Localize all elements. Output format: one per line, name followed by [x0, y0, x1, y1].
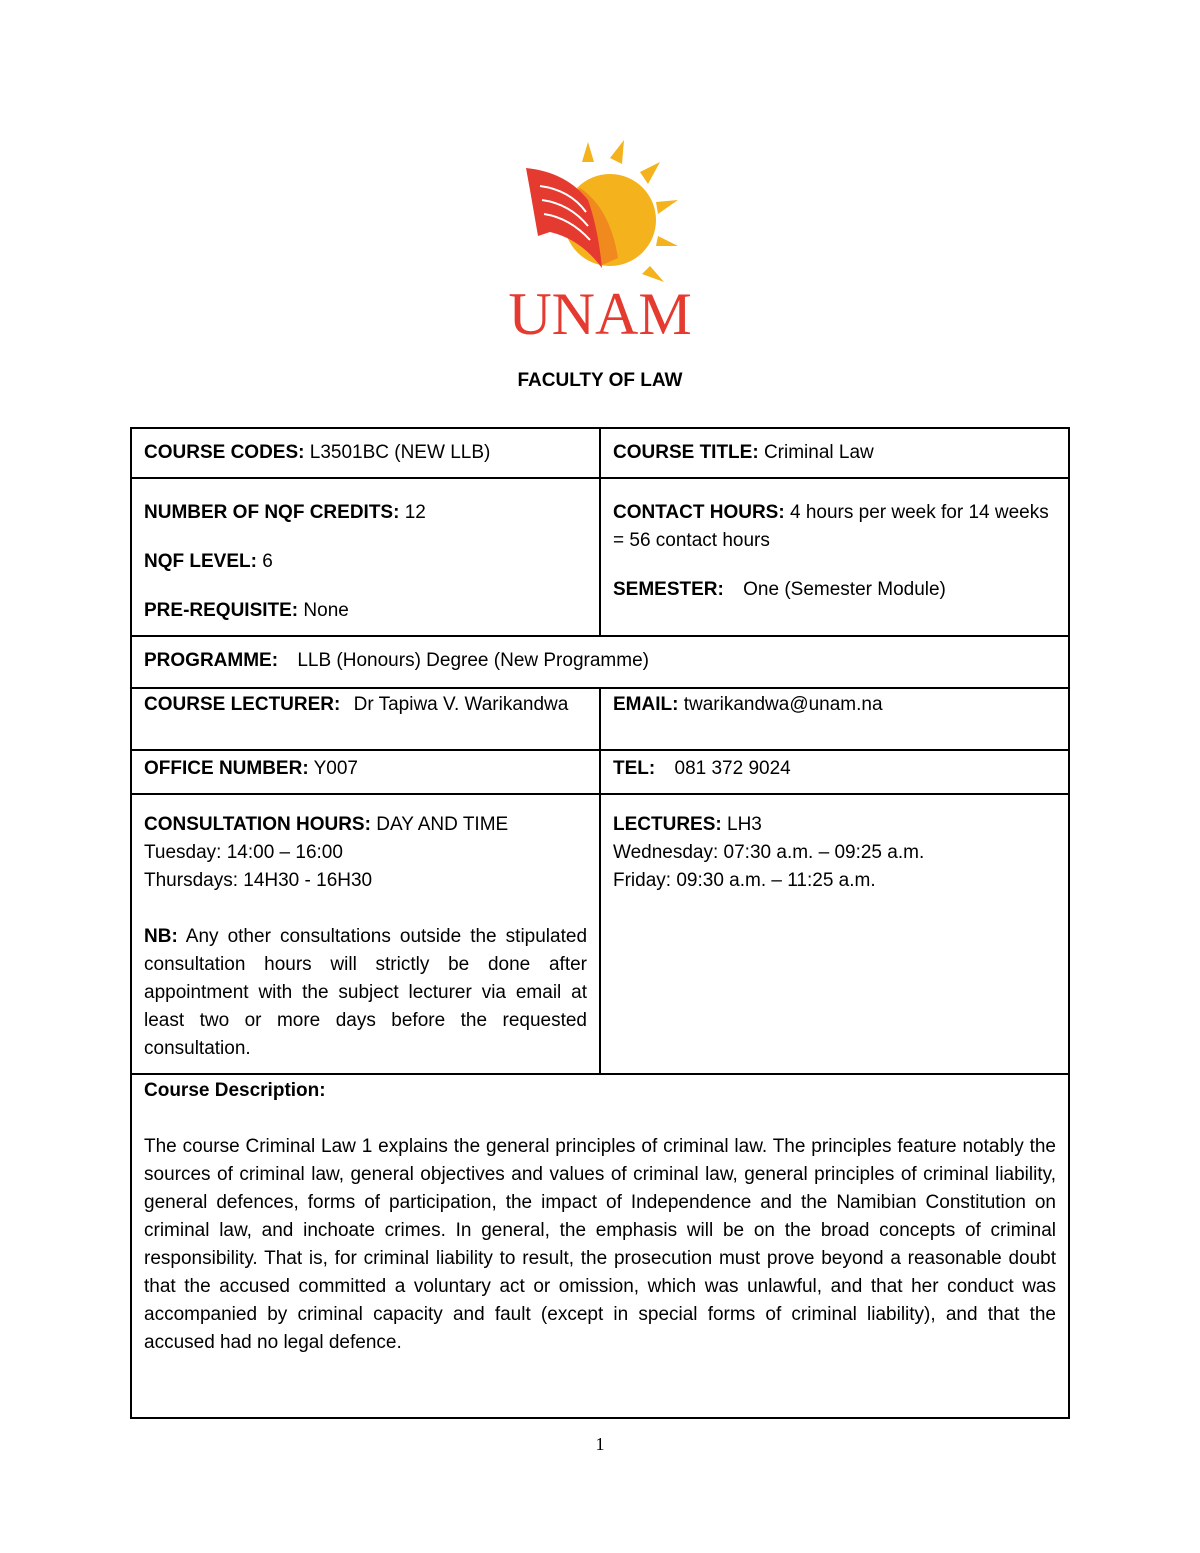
- course-description-label: Course Description:: [144, 1080, 326, 1101]
- course-codes-label: COURSE CODES:: [144, 442, 305, 463]
- faculty-heading: FACULTY OF LAW: [517, 370, 683, 391]
- table-row: [131, 428, 1069, 478]
- credits-label: NUMBER OF NQF CREDITS:: [144, 502, 400, 523]
- nqf-level-value: 6: [262, 551, 273, 572]
- email-label: EMAIL:: [613, 694, 679, 715]
- tel-value: 081 372 9024: [674, 758, 791, 779]
- consultation-note: [144, 923, 587, 1063]
- consultation-tuesday: Tuesday: 14:00 – 16:00: [144, 842, 343, 863]
- course-title-value: Criminal Law: [763, 442, 874, 463]
- nqf-level-label: NQF LEVEL:: [144, 551, 257, 572]
- credits-value: 12: [404, 502, 426, 523]
- lectures-cell: [600, 794, 1069, 1074]
- course-title-label: COURSE TITLE:: [613, 442, 759, 463]
- course-codes-value: L3501BC (NEW LLB): [309, 442, 491, 463]
- contact-hours-label: CONTACT HOURS:: [613, 502, 785, 523]
- office-label: OFFICE NUMBER:: [144, 758, 309, 779]
- table-row: [131, 478, 1069, 636]
- email-value: twarikandwa@unam.na: [683, 694, 883, 715]
- programme-cell: [131, 636, 1069, 688]
- course-description-cell: [131, 1074, 1069, 1418]
- prerequisite-value: None: [303, 600, 349, 621]
- credits-cell: [131, 478, 600, 636]
- page-number: 1: [595, 1434, 605, 1454]
- tel-cell: [600, 750, 1069, 794]
- contact-hours-value: 4 hours per week for 14 weeks = 56 contact hours: [613, 502, 1049, 551]
- lectures-label: LECTURES:: [613, 814, 722, 835]
- lecturer-value: Dr Tapiwa V. Warikandwa: [353, 694, 569, 715]
- office-value: Y007: [313, 758, 358, 779]
- table-row: [131, 688, 1069, 750]
- lectures-value: LH3: [727, 814, 762, 835]
- course-codes-cell: [131, 428, 600, 478]
- prerequisite-label: PRE-REQUISITE:: [144, 600, 299, 621]
- tel-label: TEL:: [613, 758, 656, 779]
- contact-hours-cell: [600, 478, 1069, 636]
- table-row: [131, 636, 1069, 688]
- lectures-wednesday: Wednesday: 07:30 a.m. – 09:25 a.m.: [613, 842, 925, 863]
- consultation-thursday: Thursdays: 14H30 - 16H30: [144, 870, 373, 891]
- semester-label: SEMESTER:: [613, 579, 724, 600]
- course-description-text: The course Criminal Law 1 explains the general principles of criminal law. The principles feature notably the sources of criminal law, general objectives and values of criminal law, general principles of criminal liability, general defences, forms of participation, the impact of Independence and the Namibian Constitution on criminal law, and inchoate crimes. In general, the emphasis will be on the broad concepts of criminal responsibility. That is, for criminal liability to result, the prosecution must prove beyond a reasonable doubt that the accused committed a voluntary act or omission, which was unlawful, and that her conduct was accompanied by criminal capacity and fault (except in special forms of criminal liability), and that the accused had no legal defence.: [144, 1136, 1056, 1353]
- lectures-friday: Friday: 09:30 a.m. – 11:25 a.m.: [613, 870, 876, 891]
- course-title-cell: [600, 428, 1069, 478]
- office-cell: [131, 750, 600, 794]
- table-row: [131, 1074, 1069, 1418]
- programme-value: LLB (Honours) Degree (New Programme): [297, 650, 649, 671]
- consultation-cell: [131, 794, 600, 1074]
- semester-value: One (Semester Module): [743, 579, 946, 600]
- logo-wordmark: UNAM: [508, 281, 692, 347]
- table-row: [131, 794, 1069, 1074]
- consultation-value: DAY AND TIME: [376, 814, 509, 835]
- lecturer-cell: [131, 688, 600, 750]
- table-row: [131, 750, 1069, 794]
- email-cell: [600, 688, 1069, 750]
- nb-label: NB:: [144, 926, 178, 947]
- nb-text: Any other consultations outside the stipulated consultation hours will strictly be done after appointment with the subject lecturer via email at least two or more days before the requested consultation.: [144, 926, 588, 1059]
- course-info-table: [130, 427, 1070, 1419]
- consultation-label: CONSULTATION HOURS:: [144, 814, 371, 835]
- lecturer-label: COURSE LECTURER:: [144, 694, 341, 715]
- unam-logo: [470, 128, 730, 348]
- programme-label: PROGRAMME:: [144, 650, 279, 671]
